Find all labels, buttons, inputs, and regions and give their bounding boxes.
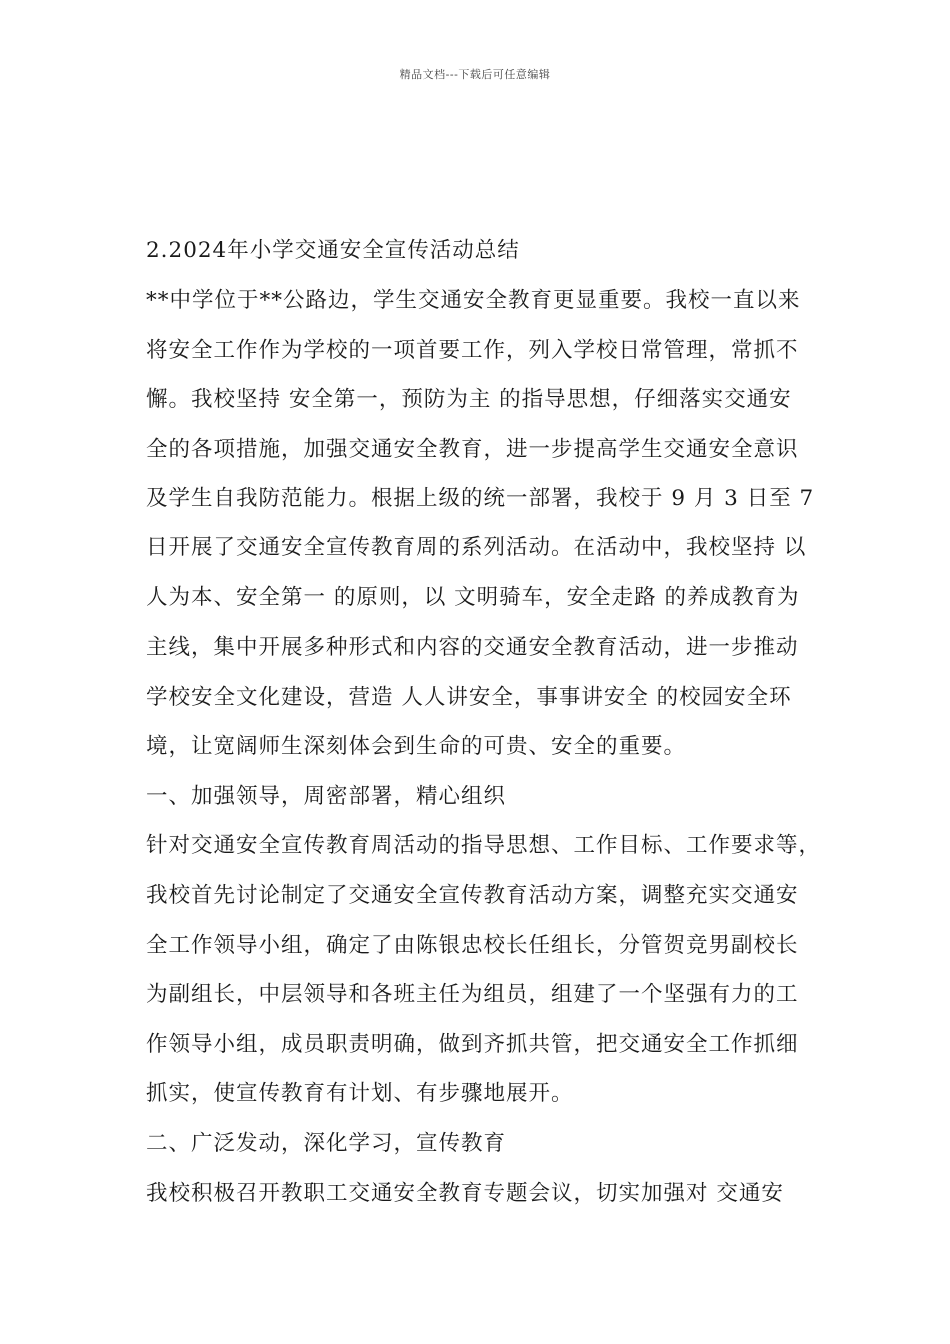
body-line: 作领导小组，成员职责明确，做到齐抓共管，把交通安全工作抓细 — [146, 1032, 799, 1057]
section-heading: 二、广泛发动，深化学习，宣传教育 — [146, 1131, 507, 1156]
body-line: **中学位于**公路边，学生交通安全教育更显重要。我校一直以来 — [146, 288, 801, 313]
body-line: 为副组长，中层领导和各班主任为组员，组建了一个坚强有力的工 — [146, 982, 799, 1007]
body-line: 将安全工作作为学校的一项首要工作，列入学校日常管理，常抓不 — [146, 338, 799, 363]
body-line: 针对交通安全宣传教育周活动的指导思想、工作目标、工作要求等， — [146, 833, 822, 858]
body-line: 懈。我校坚持 安全第一，预防为主 的指导思想，仔细落实交通安 — [146, 387, 792, 412]
section-heading: 一、加强领导，周密部署，精心组织 — [146, 784, 507, 809]
body-line: 抓实，使宣传教育有计划、有步骤地展开。 — [146, 1081, 574, 1106]
body-line: 境，让宽阔师生深刻体会到生命的可贵、安全的重要。 — [146, 734, 687, 759]
body-line: 我校积极召开教职工交通安全教育专题会议，切实加强对 交通安 — [146, 1181, 784, 1206]
document-title: 2.2024年小学交通安全宣传活动总结 — [146, 238, 520, 263]
body-line: 全的各项措施，加强交通安全教育，进一步提高学生交通安全意识 — [146, 437, 799, 462]
body-line: 主线，集中开展多种形式和内容的交通安全教育活动，进一步推动 — [146, 635, 799, 660]
page-header: 精品文档---下载后可任意编辑 — [399, 68, 551, 81]
body-line: 及学生自我防范能力。根据上级的统一部署，我校于 9 月 3 日至 7 — [146, 486, 815, 511]
body-line: 学校安全文化建设，营造 人人讲安全，事事讲安全 的校园安全环 — [146, 685, 792, 710]
body-line: 我校首先讨论制定了交通安全宣传教育活动方案，调整充实交通安 — [146, 883, 799, 908]
body-line: 人为本、安全第一 的原则，以 文明骑车，安全走路 的养成教育为 — [146, 585, 800, 610]
body-line: 日开展了交通安全宣传教育周的系列活动。在活动中，我校坚持 以 — [146, 535, 807, 560]
body-line: 全工作领导小组，确定了由陈银忠校长任组长，分管贺竞男副校长 — [146, 933, 799, 958]
